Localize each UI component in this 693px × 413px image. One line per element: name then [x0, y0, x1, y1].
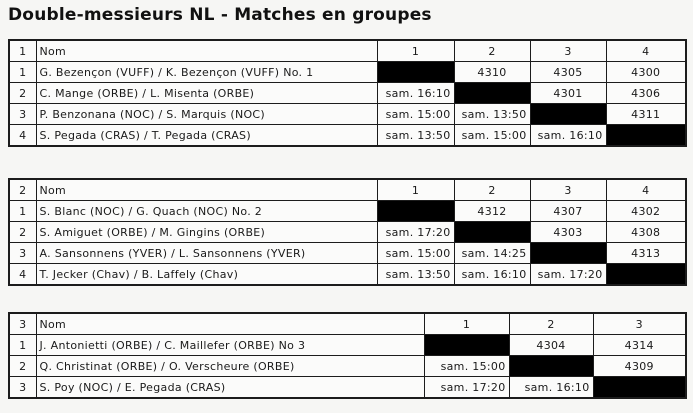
match-number-cell: 4310: [454, 62, 530, 83]
match-number-cell: 4313: [606, 243, 686, 264]
blocked-cell: [377, 62, 454, 83]
table-row: [9, 62, 686, 83]
name-column-header: Nom: [36, 40, 377, 62]
match-time-cell: sam. 15:00: [377, 243, 454, 264]
table-row: [9, 356, 686, 377]
match-time-cell: sam. 13:50: [377, 264, 454, 286]
blocked-cell: [377, 201, 454, 222]
row-number: 1: [9, 335, 36, 356]
pair-name: A. Sansonnens (YVER) / L. Sansonnens (YVER): [36, 243, 377, 264]
blocked-cell: [593, 377, 686, 399]
match-number-cell: 4308: [606, 222, 686, 243]
match-time-cell: sam. 15:00: [424, 356, 509, 377]
pair-name: S. Blanc (NOC) / G. Quach (NOC) No. 2: [36, 201, 377, 222]
match-time-cell: sam. 17:20: [530, 264, 606, 286]
blocked-cell: [530, 243, 606, 264]
match-number-cell: 4306: [606, 83, 686, 104]
match-number-cell: 4307: [530, 201, 606, 222]
pair-name: J. Antonietti (ORBE) / C. Maillefer (ORBE) No 3: [36, 335, 424, 356]
row-number: 2: [9, 83, 36, 104]
opponent-column-header: 2: [454, 179, 530, 201]
row-number: 1: [9, 62, 36, 83]
group-3-table: [8, 312, 687, 399]
table-row: [9, 125, 686, 147]
match-number-cell: 4312: [454, 201, 530, 222]
pair-name: T. Jecker (Chav) / B. Laffely (Chav): [36, 264, 377, 286]
blocked-cell: [606, 264, 686, 286]
blocked-cell: [509, 356, 593, 377]
opponent-column-header: 3: [530, 179, 606, 201]
group-number: 1: [9, 40, 36, 62]
pair-name: S. Pegada (CRAS) / T. Pegada (CRAS): [36, 125, 377, 147]
pair-name: C. Mange (ORBE) / L. Misenta (ORBE): [36, 83, 377, 104]
row-number: 4: [9, 264, 36, 286]
table-row: [9, 222, 686, 243]
opponent-column-header: 1: [377, 40, 454, 62]
group-2-table: [8, 178, 687, 286]
row-number: 2: [9, 356, 36, 377]
table-row: [9, 104, 686, 125]
match-number-cell: 4314: [593, 335, 686, 356]
pair-name: P. Benzonana (NOC) / S. Marquis (NOC): [36, 104, 377, 125]
blocked-cell: [454, 222, 530, 243]
group-1-table: [8, 39, 687, 147]
opponent-column-header: 3: [593, 313, 686, 335]
row-number: 3: [9, 104, 36, 125]
match-time-cell: sam. 17:20: [424, 377, 509, 399]
table-header-row: [9, 313, 686, 335]
table-header-row: [9, 179, 686, 201]
match-time-cell: sam. 15:00: [454, 125, 530, 147]
opponent-column-header: 3: [530, 40, 606, 62]
name-column-header: Nom: [36, 179, 377, 201]
table-row: [9, 264, 686, 286]
match-number-cell: 4304: [509, 335, 593, 356]
pair-name: S. Amiguet (ORBE) / M. Gingins (ORBE): [36, 222, 377, 243]
blocked-cell: [606, 125, 686, 147]
page-title: Double-messieurs NL - Matches en groupes: [8, 5, 432, 25]
row-number: 3: [9, 243, 36, 264]
match-time-cell: sam. 13:50: [377, 125, 454, 147]
opponent-column-header: 2: [509, 313, 593, 335]
table-header-row: [9, 40, 686, 62]
pair-name: Q. Christinat (ORBE) / O. Verscheure (ORBE): [36, 356, 424, 377]
match-time-cell: sam. 14:25: [454, 243, 530, 264]
match-time-cell: sam. 16:10: [509, 377, 593, 399]
table-row: [9, 201, 686, 222]
table-row: [9, 377, 686, 399]
opponent-column-header: 2: [454, 40, 530, 62]
row-number: 1: [9, 201, 36, 222]
match-number-cell: 4305: [530, 62, 606, 83]
match-number-cell: 4300: [606, 62, 686, 83]
opponent-column-header: 4: [606, 40, 686, 62]
match-number-cell: 4301: [530, 83, 606, 104]
blocked-cell: [424, 335, 509, 356]
name-column-header: Nom: [36, 313, 424, 335]
match-number-cell: 4303: [530, 222, 606, 243]
blocked-cell: [454, 83, 530, 104]
table-row: [9, 83, 686, 104]
match-time-cell: sam. 16:10: [454, 264, 530, 286]
opponent-column-header: 1: [377, 179, 454, 201]
blocked-cell: [530, 104, 606, 125]
row-number: 2: [9, 222, 36, 243]
row-number: 3: [9, 377, 36, 399]
match-time-cell: sam. 16:10: [377, 83, 454, 104]
opponent-column-header: 4: [606, 179, 686, 201]
row-number: 4: [9, 125, 36, 147]
pair-name: S. Poy (NOC) / E. Pegada (CRAS): [36, 377, 424, 399]
table-row: [9, 243, 686, 264]
match-number-cell: 4309: [593, 356, 686, 377]
opponent-column-header: 1: [424, 313, 509, 335]
match-time-cell: sam. 15:00: [377, 104, 454, 125]
pair-name: G. Bezençon (VUFF) / K. Bezençon (VUFF) No. 1: [36, 62, 377, 83]
match-time-cell: sam. 13:50: [454, 104, 530, 125]
match-time-cell: sam. 17:20: [377, 222, 454, 243]
match-number-cell: 4311: [606, 104, 686, 125]
match-time-cell: sam. 16:10: [530, 125, 606, 147]
group-number: 2: [9, 179, 36, 201]
table-row: [9, 335, 686, 356]
match-number-cell: 4302: [606, 201, 686, 222]
group-number: 3: [9, 313, 36, 335]
